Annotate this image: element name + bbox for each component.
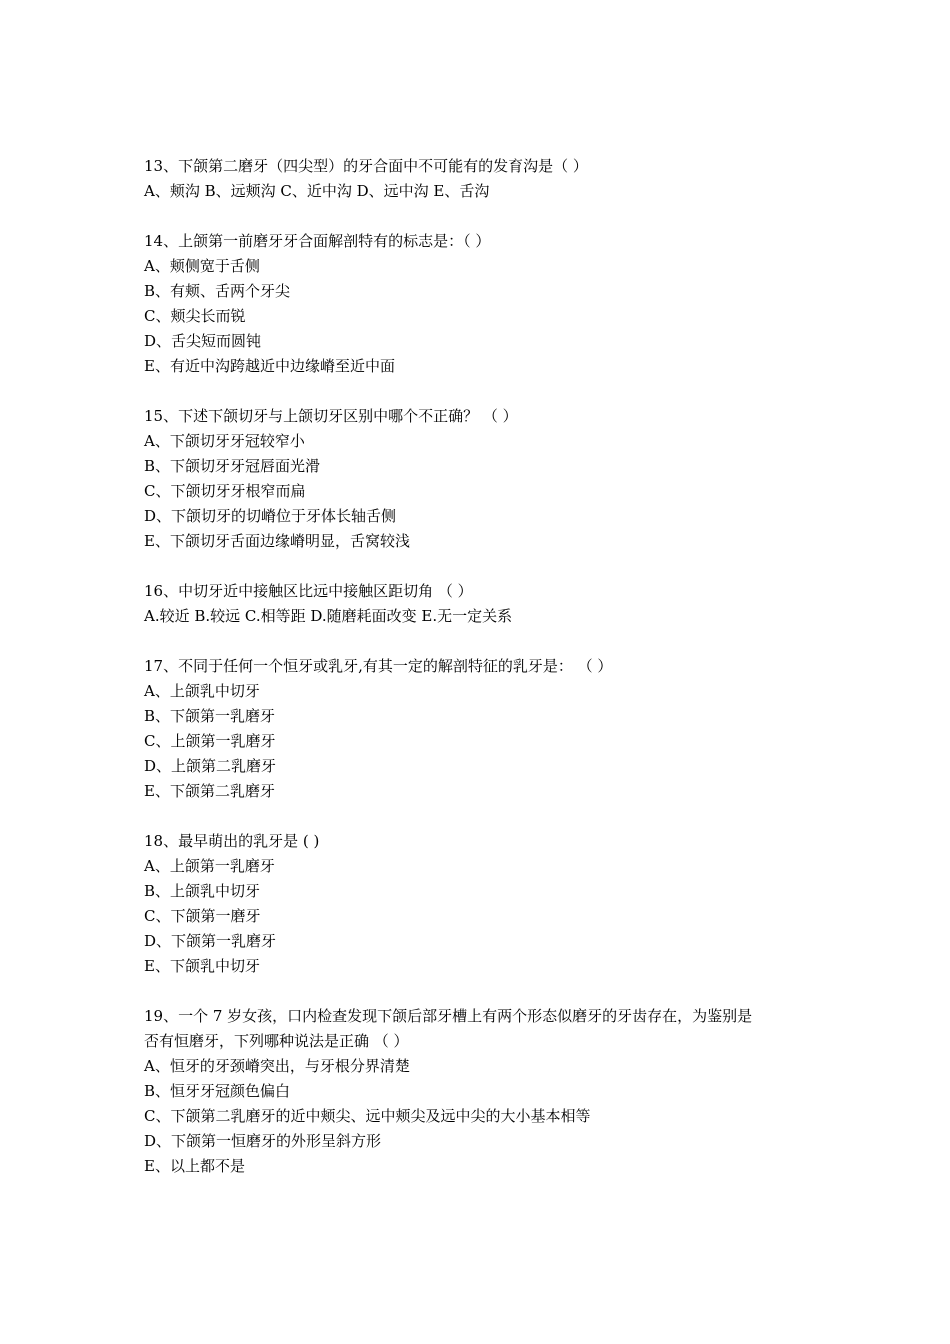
answer-option: C、下颌切牙牙根窄而扁	[144, 482, 306, 500]
answer-option: C、下颌第二乳磨牙的近中颊尖、远中颊尖及远中尖的大小基本相等	[144, 1107, 591, 1125]
answer-option: C、上颌第一乳磨牙	[144, 732, 276, 750]
answer-option: E、下颌第二乳磨牙	[144, 782, 275, 800]
question-block	[144, 404, 824, 554]
question-stem: 13、下颌第二磨牙（四尖型）的牙合面中不可能有的发育沟是（ ）	[144, 157, 588, 175]
answer-option: E、下颌切牙舌面边缘嵴明显，舌窝较浅	[144, 532, 410, 550]
answer-option: D、下颌第一乳磨牙	[144, 932, 277, 950]
answer-option: A.较近 B.较远 C.相等距 D.随磨耗面改变 E.无一定关系	[144, 607, 513, 625]
question-stem: 否有恒磨牙，下列哪种说法是正确 （ ）	[144, 1032, 409, 1050]
question-block	[144, 579, 824, 629]
answer-option: A、恒牙的牙颈嵴突出，与牙根分界清楚	[144, 1057, 410, 1075]
answer-option: B、上颌乳中切牙	[144, 882, 261, 900]
document-page	[144, 154, 824, 1204]
answer-option: D、下颌切牙的切嵴位于牙体长轴舌侧	[144, 507, 397, 525]
answer-option: B、恒牙牙冠颜色偏白	[144, 1082, 291, 1100]
answer-option: A、下颌切牙牙冠较窄小	[144, 432, 305, 450]
question-stem: 16、中切牙近中接触区比远中接触区距切角 （ ）	[144, 582, 473, 600]
question-stem: 14、上颌第一前磨牙牙合面解剖特有的标志是：（ ）	[144, 232, 491, 250]
answer-option: A、颊沟 B、远颊沟 C、近中沟 D、远中沟 E、舌沟	[144, 182, 490, 200]
answer-option: E、下颌乳中切牙	[144, 957, 260, 975]
question-stem: 18、最早萌出的乳牙是 ( )	[144, 832, 320, 850]
answer-option: D、下颌第一恒磨牙的外形呈斜方形	[144, 1132, 382, 1150]
question-stem: 17、不同于任何一个恒牙或乳牙,有其一定的解剖特征的乳牙是： （ ）	[144, 657, 613, 675]
question-stem: 15、下述下颌切牙与上颌切牙区别中哪个不正确？ （ ）	[144, 407, 518, 425]
answer-option: C、下颌第一磨牙	[144, 907, 261, 925]
answer-option: B、下颌第一乳磨牙	[144, 707, 276, 725]
answer-option: B、下颌切牙牙冠唇面光滑	[144, 457, 321, 475]
answer-option: A、上颌第一乳磨牙	[144, 857, 275, 875]
answer-option: A、颊侧宽于舌侧	[144, 257, 260, 275]
answer-option: E、以上都不是	[144, 1157, 245, 1175]
question-stem: 19、一个 7 岁女孩，口内检查发现下颌后部牙槽上有两个形态似磨牙的牙齿存在，为鉴别是	[144, 1007, 753, 1025]
answer-option: D、舌尖短而圆钝	[144, 332, 262, 350]
question-block	[144, 1004, 824, 1179]
question-block	[144, 229, 824, 379]
question-block	[144, 154, 824, 204]
answer-option: A、上颌乳中切牙	[144, 682, 260, 700]
question-block	[144, 829, 824, 979]
question-block	[144, 654, 824, 804]
answer-option: E、有近中沟跨越近中边缘嵴至近中面	[144, 357, 395, 375]
answer-option: C、颊尖长而锐	[144, 307, 246, 325]
answer-option: D、上颌第二乳磨牙	[144, 757, 277, 775]
answer-option: B、有颊、舌两个牙尖	[144, 282, 291, 300]
